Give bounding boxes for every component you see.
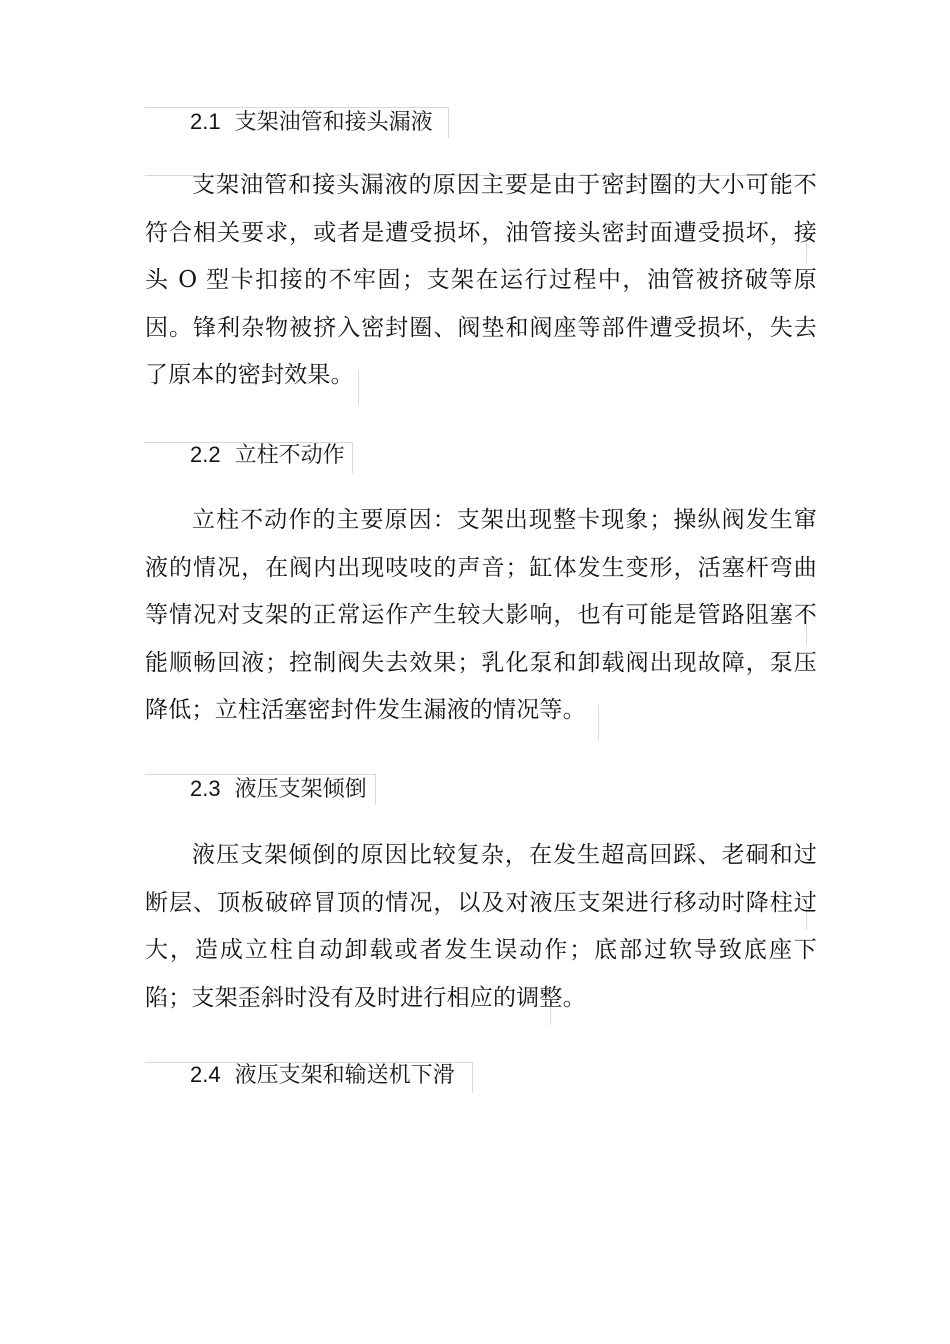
section-number: 2.1 <box>190 109 221 134</box>
section-paragraph: 液压支架倾倒的原因比较复杂，在发生超高回踩、老硐和过断层、顶板破碎冒顶的情况，以及对液压支架进行移动时降柱过大，造成立柱自动卸载或者发生误动作；底部过软导致底座下陷；支架歪斜时没有及时进行相应的调整。 <box>145 842 817 1011</box>
section-title: 液压支架倾倒 <box>234 777 367 802</box>
section-number: 2.3 <box>190 776 221 801</box>
section-number: 2.2 <box>190 442 221 467</box>
section-title: 支架油管和接头漏液 <box>234 110 433 135</box>
section-paragraph: 立柱不动作的主要原因：支架出现整卡现象；操纵阀发生窜液的情况，在阀内出现吱吱的声音；缸体发生变形，活塞杆弯曲等情况对支架的正常运作产生较大影响，也有可能是管路阻塞不能顺畅回液；控制阀失去效果；乳化泵和卸载阀出现故障，泵压降低；立柱活塞密封件发生漏液的情况等。 <box>145 507 817 723</box>
section-title: 液压支架和输送机下滑 <box>234 1063 455 1088</box>
section-number: 2.4 <box>190 1062 221 1087</box>
section-heading <box>190 775 367 804</box>
section-paragraph: 支架油管和接头漏液的原因主要是由于密封圈的大小可能不符合相关要求，或者是遭受损坏，油管接头密封面遭受损坏，接头 O 型卡扣接的不牢固；支架在运行过程中，油管被挤破等原因。锋利杂物被挤入密封圈、阀垫和阀座等部件遭受损坏，失去了原本的密封效果。 <box>145 172 817 388</box>
section-title: 立柱不动作 <box>234 443 345 468</box>
section-heading <box>190 108 433 137</box>
section-heading <box>190 1061 455 1090</box>
section-heading <box>190 441 345 470</box>
